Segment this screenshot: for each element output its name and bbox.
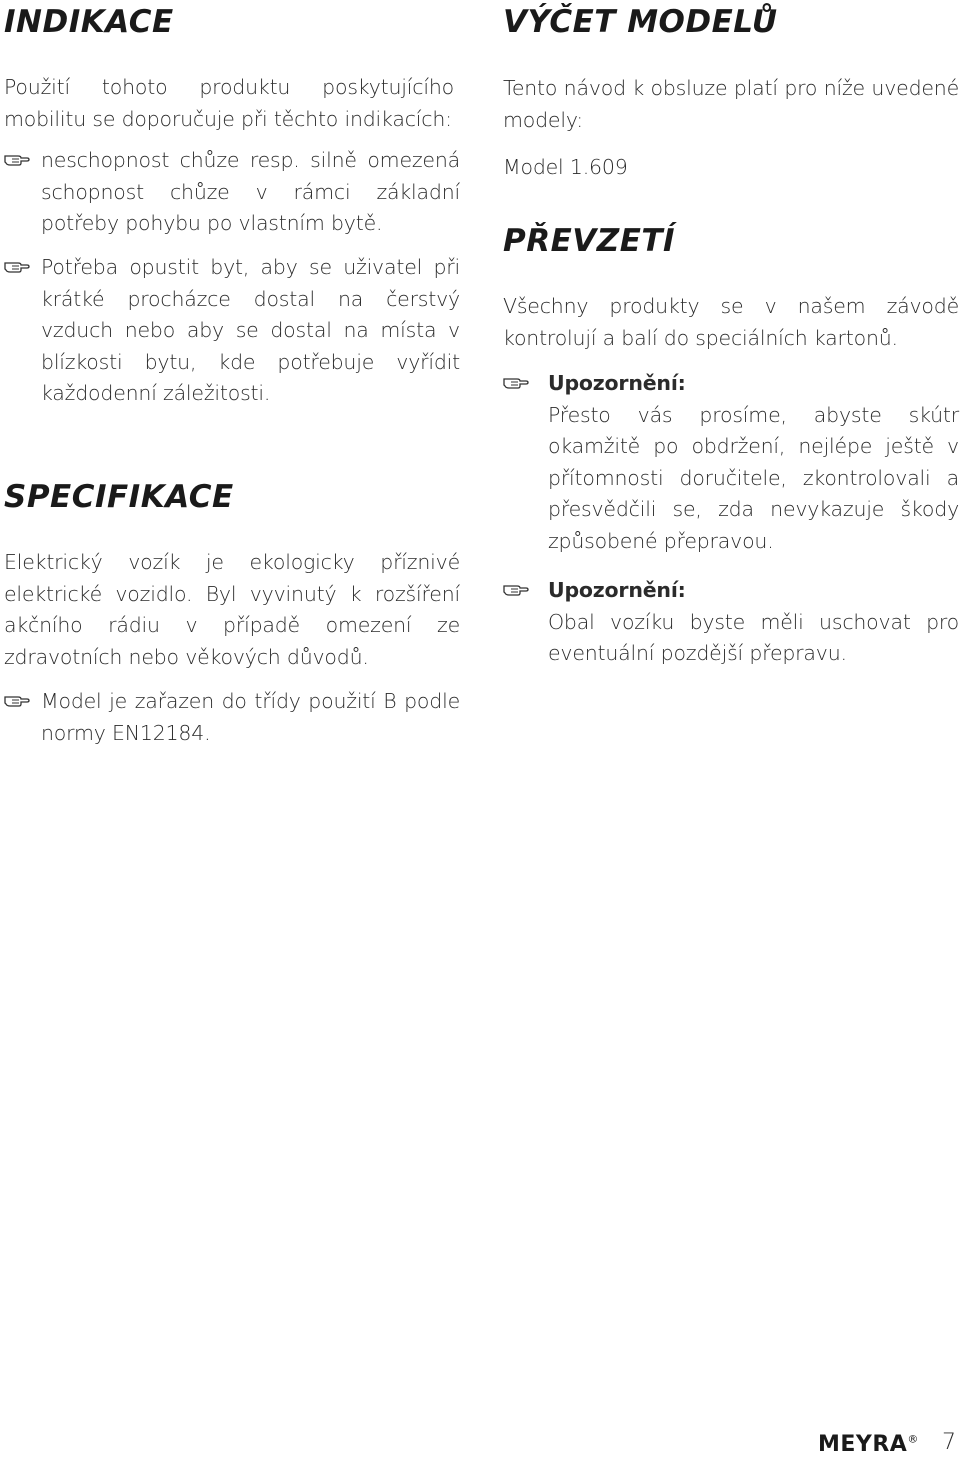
registered-mark: ® [907,1432,919,1446]
specifikace-bullet-text: Model je zařazen do třídy použití B podle normy EN12184. [41,689,460,745]
indikace-bullet-1-text: neschopnost chůze resp. silně omezená schopnost chůze v rámci základní potřeby pohybu po vlastním bytě. [41,148,460,235]
meyra-logo [818,1432,919,1457]
note-1-text: Přesto vás prosíme, abyste skútr okamžitě po obdržení, nejlépe ještě v přítomnosti doručitele, zkontrolovali a přesvědčili se, zda nevykazuje škody způsobené přepravou. [548,402,959,553]
pointing-hand-icon [503,580,529,598]
indikace-bullet-1 [4,145,460,240]
indikace-bullet-2 [4,252,460,410]
pointing-hand-icon [503,373,529,391]
vycet-heading: VÝČET MODELŮ [503,4,778,40]
specifikace-bullet [4,686,460,749]
pointing-hand-icon [4,691,30,709]
meyra-logo-text: MEYRA [818,1432,908,1457]
prevzeti-text: Všechny produkty se v našem závodě kontrolují a balí do speciálních kartonů. [503,294,959,350]
specifikace-heading: SPECIFIKACE [4,479,234,515]
page-number: 7 [942,1430,956,1455]
pointing-hand-icon [4,257,30,275]
note-2-title: Upozornění: [548,578,686,602]
note-2-text: Obal vozíku byste měli uschovat pro eventuální pozdější přepravu. [548,609,959,665]
indikace-heading: INDIKACE [4,4,174,40]
pointing-hand-icon [4,150,30,168]
model-number: Model 1.609 [503,155,628,179]
note-1 [503,368,959,557]
indikace-bullet-2-text: Potřeba opustit byt, aby se uživatel při krátké procházce dostal na čerstvý vzduch nebo aby se dostal na místa v blízkosti bytu, kde potřebuje vyřídit každodenní záležitosti. [41,255,460,405]
note-2 [503,575,959,670]
prevzeti-heading: PŘEVZETÍ [503,223,676,259]
footer [818,1430,960,1466]
indikace-intro: Použití tohoto produktu poskytujícího mobilitu se doporučuje při těchto indikacích: [4,75,454,131]
vycet-text: Tento návod k obsluze platí pro níže uvedené modely: [503,76,959,132]
note-1-title: Upozornění: [548,371,686,395]
specifikace-text: Elektrický vozík je ekologicky příznivé elektrické vozidlo. Byl vyvinutý k rozšíření akčního rádiu v případě omezení ze zdravotních nebo věkových důvodů. [4,550,460,669]
